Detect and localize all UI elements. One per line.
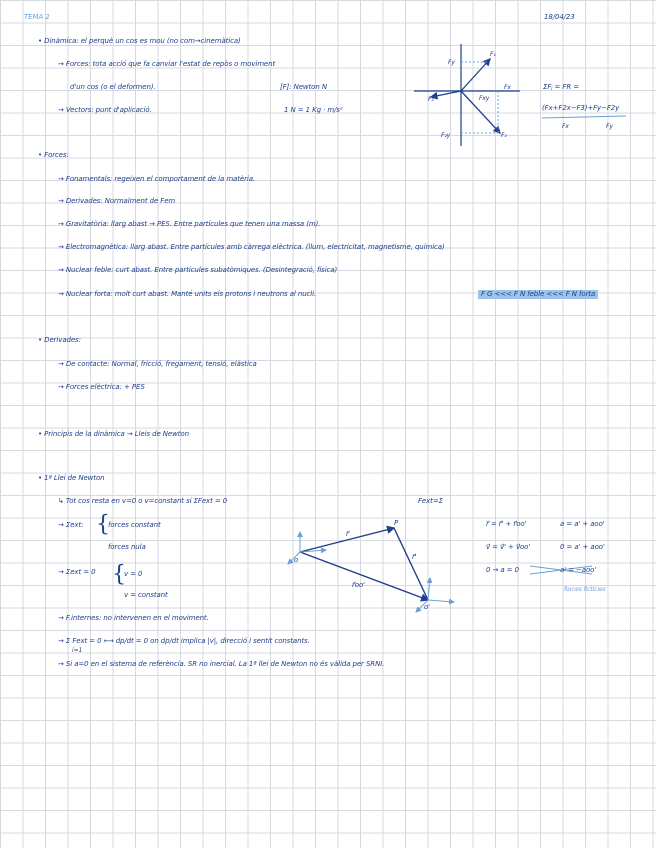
- label-fx: Fx: [504, 84, 511, 91]
- newton-definition: 1 N = 1 Kg · m/s²: [284, 106, 343, 114]
- forces-item: → Gravitatòria: llarg abast → PES. Entre partícules que tenen una massa (m).: [58, 220, 321, 228]
- forces-item: → Nuclear feble: curt abast. Entre partícules subatòmiques. (Desintegració, física): [58, 266, 338, 274]
- eq-acceleration: 0 → a = 0: [486, 566, 519, 574]
- forces-internes: → F.internes: no intervenen en el moviment.: [58, 614, 209, 622]
- res-1: a = a' + aoo': [560, 520, 605, 528]
- sum-ext-zero: → Σext = 0: [58, 568, 96, 576]
- eq-position: r⃗ = r⃗' + r⃗oo': [486, 520, 527, 528]
- forces-item: → Derivades: Normalment de Fem: [58, 197, 176, 205]
- eq-velocity: v⃗ = v⃗' + v⃗oo': [486, 543, 531, 551]
- llei1-line1: ↳ Tot cos resta en v=0 o v=constant si ΣFext = 0: [58, 497, 228, 505]
- force-units: [F]: Newton N: [280, 83, 327, 91]
- label-fy: Fy: [448, 59, 455, 66]
- sub-fx: Fx: [562, 123, 569, 130]
- label-fxy: Fxy: [479, 95, 490, 102]
- forces-item: → Electromagnètica: llarg abast. Entre partícules amb càrrega elèctrica. (llum, electricitat, magnetisme, química): [58, 243, 445, 251]
- forces-item: → Nuclear forta: molt curt abast. Manté units els protons i neutrons al nucli.: [58, 290, 317, 298]
- label-r-prime: r⃗': [412, 553, 417, 561]
- page-title: TEMA 2: [24, 13, 50, 21]
- forces-heading: • Forces:: [38, 151, 69, 159]
- brace1-item: forces nula: [108, 543, 146, 551]
- resultant-expansion: (Fx+F2x−F3)+Fy−F2y: [542, 104, 620, 112]
- label-p: P: [394, 519, 399, 527]
- derivades-item: → Forces elèctrica: + PES: [58, 383, 145, 391]
- llei1-heading: • 1ª Llei de Newton: [38, 474, 105, 482]
- sum-limits: i=1: [72, 647, 83, 654]
- page-date: 18/04/23: [544, 13, 575, 21]
- forces-definition-line2: d'un cos (o el deformen).: [70, 83, 156, 91]
- resultant-formula: ΣFⱼ = FR =: [543, 83, 579, 91]
- label-o-prime: o': [424, 603, 431, 611]
- fext-label: Fext=Σ: [418, 497, 443, 505]
- label-f1: F₁: [490, 51, 496, 58]
- label-r: r⃗: [346, 530, 349, 538]
- label-f2: F₂: [501, 132, 507, 139]
- label-f2y: F₂y: [441, 132, 451, 139]
- label-r-oo: r⃗oo': [352, 581, 365, 589]
- vectors-note: → Vectors: punt d'aplicació.: [58, 106, 152, 114]
- sum-ext-label: → Σext:: [58, 521, 84, 529]
- brace2-item: v = 0: [124, 570, 143, 578]
- brace-1: {: [96, 512, 110, 537]
- forces-definition-line1: → Forces: tota acció que fa canviar l'estat de repòs o moviment: [58, 60, 276, 68]
- derivades-item: → De contacte: Normal, fricció, fregament, tensió, elàstica: [58, 360, 257, 368]
- principis-heading: • Principis de la dinàmica → Lleis de Newton: [38, 430, 189, 438]
- brace1-item: forces constant: [108, 521, 161, 529]
- label-f3: F₃: [428, 96, 434, 103]
- res-3: a' = −aoo': [560, 566, 597, 574]
- dinamica-heading: • Dinàmica: el perquè un cos es mou (no com→cinemàtica): [38, 37, 241, 45]
- srni-note: → Si a=0 en el sistema de referència. SR no inercial. La 1ª llei de Newton no és vàlida per SRNI.: [58, 660, 385, 668]
- label-o: o: [294, 556, 299, 564]
- derivades-heading: • Derivades:: [38, 336, 81, 344]
- brace-2: {: [112, 562, 126, 587]
- res-2: 0 = a' + aoo': [560, 543, 605, 551]
- brace2-item: v = constant: [124, 591, 168, 599]
- sum-formula: → Σ Fext = 0 ⟷ dp/dt = 0 on dp/dt implica |v|, direcció i sentit constants.: [58, 637, 310, 645]
- forces-comparison-highlight: F G <<< F N feble <<< F N forta: [478, 290, 598, 299]
- forces-item: → Fonamentals: regeixen el comportament de la matèria.: [58, 175, 256, 183]
- sub-fy: Fy: [606, 123, 613, 130]
- fictitious-forces-note: forces fictícies: [564, 586, 606, 593]
